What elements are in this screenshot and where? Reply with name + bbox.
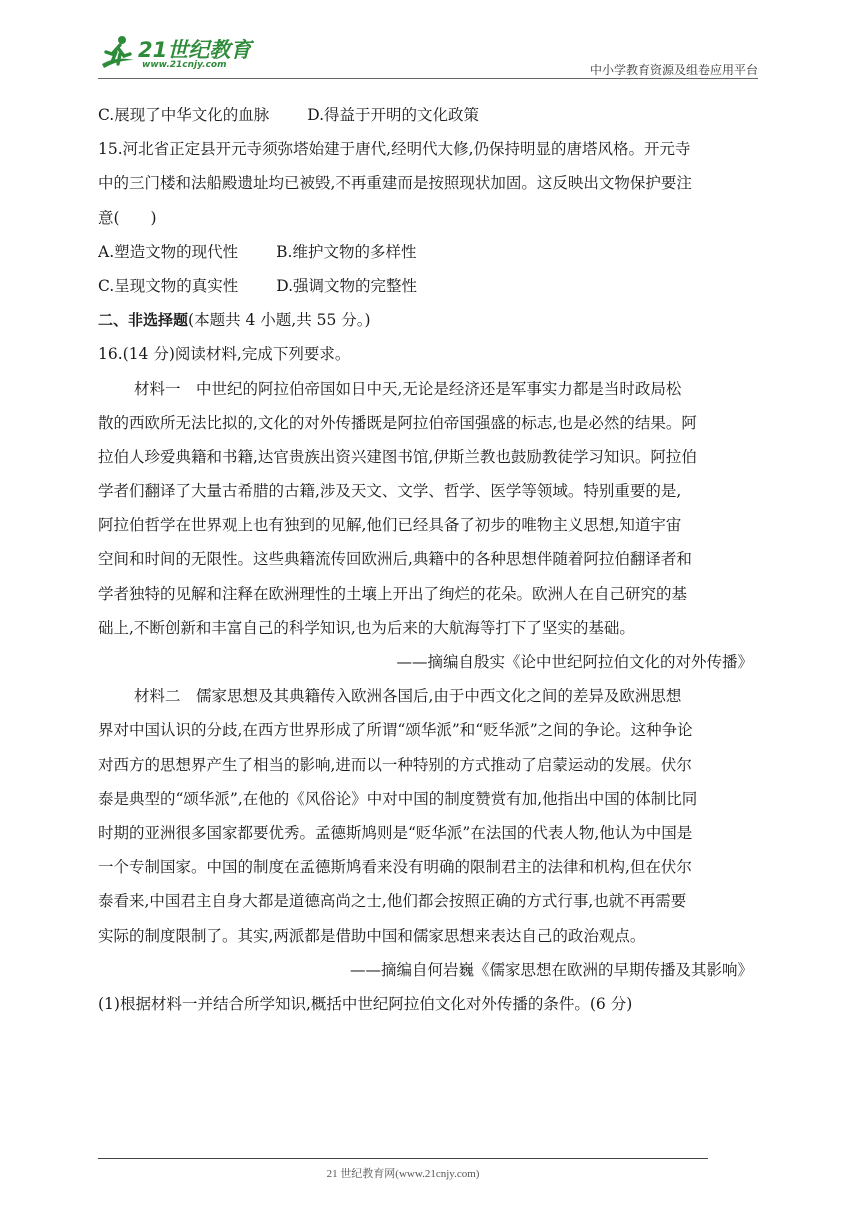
q15-option-d: D.强调文物的完整性 xyxy=(276,276,418,295)
material1-line: 空间和时间的无限性。这些典籍流传回欧洲后,典籍中的各种思想伴随着阿拉伯翻译者和 xyxy=(98,550,692,569)
q15-option-b: B.维护文物的多样性 xyxy=(276,242,417,261)
q15-stem-line: 意( ) xyxy=(98,208,157,227)
material2-line: 泰看来,中国君主自身大都是道德高尚之士,他们都会按照正确的方式行事,也就不再需要 xyxy=(98,892,687,911)
logo-text: 21世纪教育 xyxy=(138,38,252,62)
q14-option-c: C.展现了中华文化的血脉 xyxy=(98,106,270,124)
material1-line: 学者独特的见解和注释在欧洲理性的土壤上开出了绚烂的花朵。欧洲人在自己研究的基 xyxy=(98,584,688,603)
material1-line: 散的西欧所无法比拟的,文化的对外传播既是阿拉伯帝国强盛的标志,也是必然的结果。阿 xyxy=(98,413,697,432)
material2-line: 泰是典型的“颂华派”,在他的《风俗论》中对中国的制度赞赏有加,他指出中国的体制比同 xyxy=(98,789,698,808)
q15-stem-line: 中的三门楼和法船殿遗址均已被毁,不再重建而是按照现状加固。这反映出文物保护要注 xyxy=(98,174,692,193)
q15-options-ab xyxy=(98,235,763,269)
material2-line: 一个专制国家。中国的制度在孟德斯鸠看来没有明确的限制君主的法律和机构,但在伏尔 xyxy=(98,858,692,877)
q14-option-d: D.得益于开明的文化政策 xyxy=(307,106,480,124)
footer-divider xyxy=(98,1158,708,1159)
q14-options-cd xyxy=(98,98,763,132)
site-logo[interactable] xyxy=(98,30,268,76)
q16-subquestion-1: (1)根据材料一并结合所学知识,概括中世纪阿拉伯文化对外传播的条件。(6 分) xyxy=(98,994,633,1013)
material1-line: 础上,不断创新和丰富自己的科学知识,也为后来的大航海等打下了坚实的基础。 xyxy=(98,618,635,637)
header-divider xyxy=(98,78,758,79)
material1-line: 材料一 中世纪的阿拉伯帝国如日中天,无论是经济还是军事实力都是当时政局松 xyxy=(134,379,682,398)
material1-line: 拉伯人珍爱典籍和书籍,达官贵族出资兴建图书馆,伊斯兰教也鼓励教徒学习知识。阿拉伯 xyxy=(98,447,697,466)
q15-options-cd xyxy=(98,269,763,303)
platform-label: 中小学教育资源及组卷应用平台 xyxy=(589,63,758,77)
material2-line: 材料二 儒家思想及其典籍传入欧洲各国后,由于中西文化之间的差异及欧洲思想 xyxy=(134,687,682,706)
q16-intro: 16.(14 分)阅读材料,完成下列要求。 xyxy=(98,345,351,364)
section-heading xyxy=(98,303,763,337)
material2-line: 界对中国认识的分歧,在西方世界形成了所谓“颂华派”和“贬华派”之间的争论。这种争论 xyxy=(98,721,693,740)
q15-stem-line: 15.河北省正定县开元寺须弥塔始建于唐代,经明代大修,仍保持明显的唐塔风格。开元寺 xyxy=(98,140,691,159)
q15-option-a: A.塑造文物的现代性 xyxy=(98,242,239,261)
section-title: 二、非选择题 xyxy=(98,311,189,330)
page-footer[interactable]: 21 世纪教育网(www.21cnjy.com) xyxy=(326,1168,480,1180)
document-body xyxy=(98,98,763,1021)
logo-url: www.21cnjy.com xyxy=(142,60,227,70)
material2-source: ——摘编自何岩巍《儒家思想在欧洲的早期传播及其影响》 xyxy=(349,960,753,979)
material2-line: 实际的制度限制了。其实,两派都是借助中国和儒家思想来表达自己的政治观点。 xyxy=(98,926,646,945)
page-header xyxy=(98,30,758,80)
material2-line: 时期的亚洲很多国家都要优秀。孟德斯鸠则是“贬华派”在法国的代表人物,他认为中国是 xyxy=(98,823,693,842)
q15-option-c: C.呈现文物的真实性 xyxy=(98,276,239,295)
material1-source: ——摘编自殷实《论中世纪阿拉伯文化的对外传播》 xyxy=(396,653,753,671)
running-man-logo-icon xyxy=(98,34,138,72)
material1-line: 阿拉伯哲学在世界观上也有独到的见解,他们已经具备了初步的唯物主义思想,知道宇宙 xyxy=(98,516,682,535)
material1-line: 学者们翻译了大量古希腊的古籍,涉及天文、文学、哲学、医学等领域。特别重要的是, xyxy=(98,482,682,501)
section-note: (本题共 4 小题,共 55 分。) xyxy=(188,311,371,330)
material2-line: 对西方的思想界产生了相当的影响,进而以一种特别的方式推动了启蒙运动的发展。伏尔 xyxy=(98,755,692,774)
